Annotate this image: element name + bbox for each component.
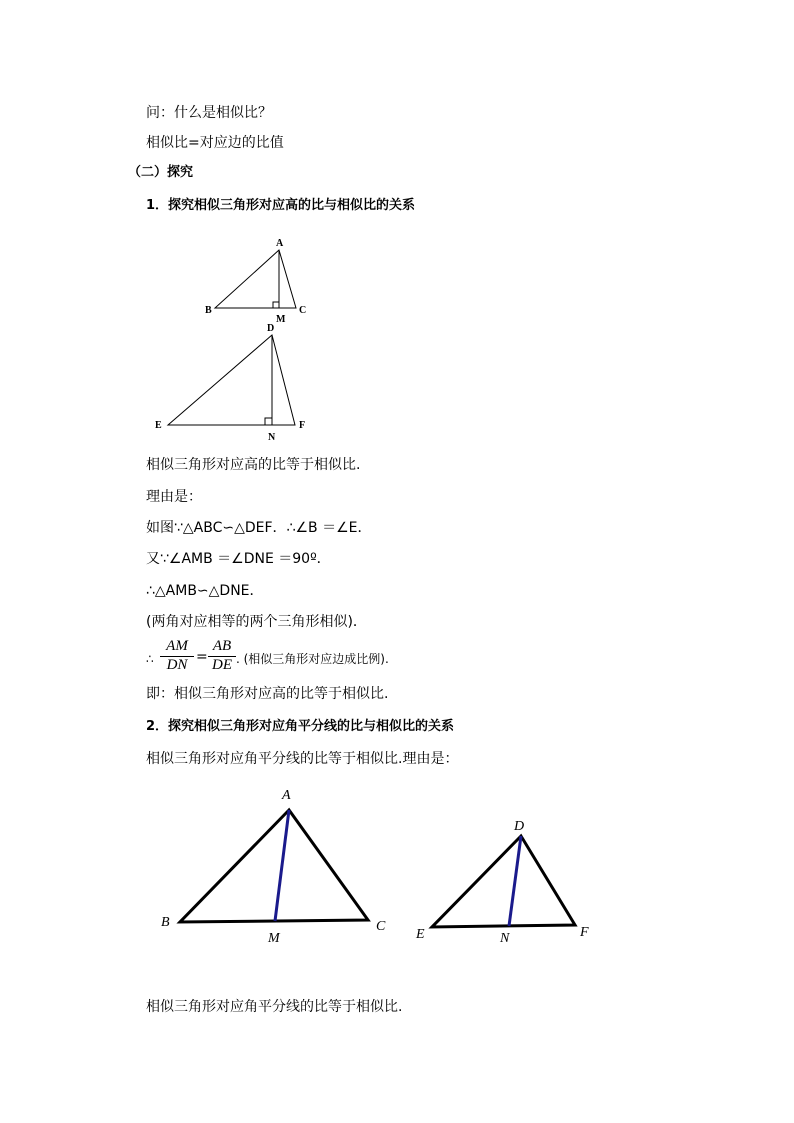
section-heading: （二）探究 <box>128 165 194 180</box>
label-n-right: N <box>500 931 510 946</box>
label-a-small: A <box>276 238 284 249</box>
proof-step-4: (两角对应相等的两个三角形相似)． <box>146 614 367 630</box>
therefore-sign: ∴ <box>146 652 154 666</box>
proof-step-3: ∴△AMB∽△DNE． <box>146 583 264 599</box>
label-m-left: M <box>268 931 280 946</box>
part1-conclusion: 相似三角形对应高的比等于相似比. <box>146 457 361 473</box>
triangle-def-right <box>432 836 575 927</box>
question-text: 问：什么是相似比？ <box>146 105 272 121</box>
label-e-right: E <box>416 927 425 942</box>
part1-summary: 即：相似三角形对应高的比等于相似比. <box>146 686 389 702</box>
label-b-small: B <box>205 305 212 316</box>
label-a-left: A <box>282 788 291 803</box>
part2-conclusion: 相似三角形对应角平分线的比等于相似比. <box>146 999 403 1015</box>
label-d-large: D <box>267 323 275 334</box>
fraction-note: . (相似三角形对应边成比例). <box>236 652 389 666</box>
fraction-ab: AB <box>212 638 232 654</box>
part1-heading: 1．探究相似三角形对应高的比与相似比的关系 <box>146 198 416 213</box>
fraction-am: AM <box>166 638 188 654</box>
triangle-abc-left-outline <box>180 810 368 922</box>
fraction-dn: DN <box>160 656 194 674</box>
label-c-small: C <box>299 305 307 316</box>
label-f-right: F <box>580 925 589 940</box>
definition-text: 相似比=对应边的比值 <box>146 135 284 151</box>
bisector-dn <box>509 836 521 926</box>
label-c-left: C <box>376 919 386 934</box>
label-b-left: B <box>161 915 170 930</box>
bisector-am <box>275 810 289 921</box>
equals-sign: = <box>196 649 208 665</box>
triangle-abc-left <box>180 810 368 922</box>
label-m-small: M <box>276 314 286 325</box>
proof-step-1: 如图∵△ABC∽△DEF．∴∠B ＝∠E． <box>146 520 372 536</box>
reason-label: 理由是： <box>146 489 202 505</box>
label-n-large: N <box>268 432 276 443</box>
triangle-def-right-outline <box>432 836 575 927</box>
label-f-large: F <box>299 420 306 431</box>
part2-heading: 2．探究相似三角形对应角平分线的比与相似比的关系 <box>146 719 455 734</box>
label-d-right: D <box>514 819 525 834</box>
fraction-de: DE <box>208 656 236 674</box>
proof-step-2: 又∵∠AMB ＝∠DNE ＝90º． <box>146 551 331 567</box>
part2-intro: 相似三角形对应角平分线的比等于相似比.理由是： <box>146 751 459 767</box>
label-e-large: E <box>155 420 162 431</box>
